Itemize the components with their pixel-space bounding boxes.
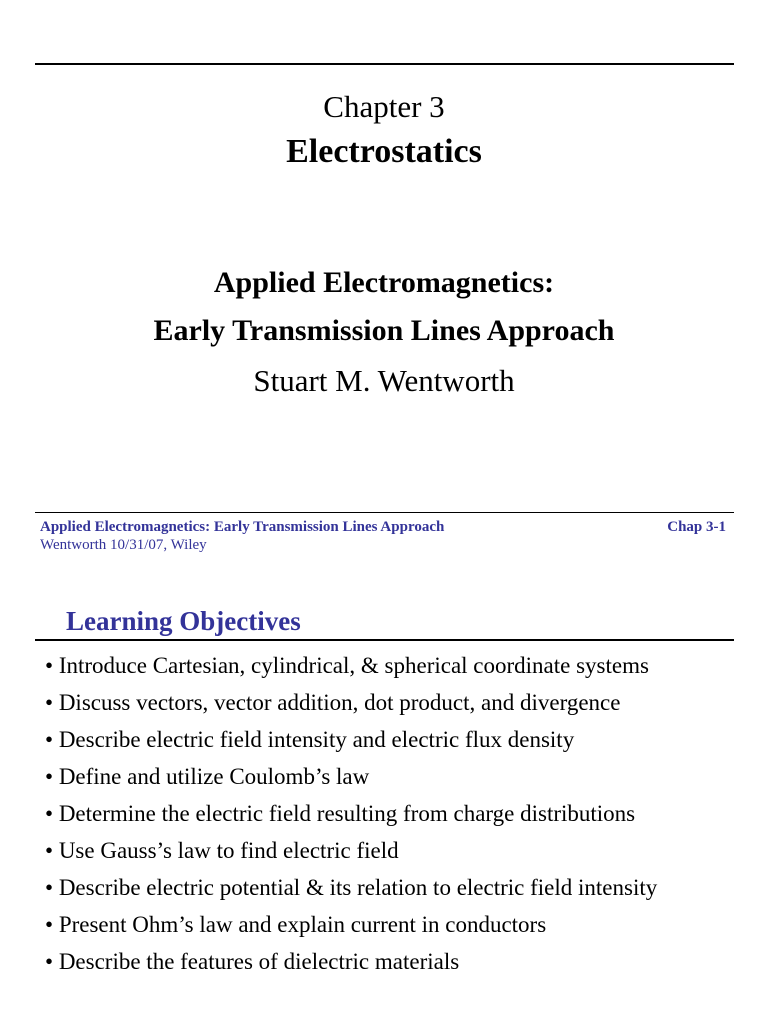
top-divider	[35, 63, 734, 65]
objective-text: Introduce Cartesian, cylindrical, & spherical coordinate systems	[58, 653, 649, 678]
bullet-icon: •	[45, 949, 54, 974]
list-item	[45, 946, 735, 977]
slide-footer	[40, 518, 444, 554]
bullet-icon: •	[45, 764, 54, 789]
objective-text: Discuss vectors, vector addition, dot product, and divergence	[58, 690, 621, 715]
objectives-list	[45, 650, 735, 983]
heading-divider	[35, 639, 734, 641]
chapter-label: Chapter 3	[323, 89, 445, 124]
bullet-icon: •	[45, 690, 54, 715]
list-item	[45, 687, 735, 718]
bullet-icon: •	[45, 801, 54, 826]
list-item	[45, 761, 735, 792]
objective-text: Describe electric potential & its relation to electric field intensity	[58, 875, 658, 900]
list-item	[45, 724, 735, 755]
section-heading: Learning Objectives	[66, 606, 301, 636]
footer-book-title: Applied Electromagnetics: Early Transmission Lines Approach	[40, 519, 445, 535]
list-item	[45, 872, 735, 903]
objective-text: Describe electric field intensity and electric flux density	[58, 727, 575, 752]
book-title-line1: Applied Electromagnetics:	[213, 266, 555, 299]
bullet-icon: •	[45, 875, 54, 900]
objective-text: Define and utilize Coulomb’s law	[58, 764, 370, 789]
bullet-icon: •	[45, 653, 54, 678]
objective-text: Use Gauss’s law to find electric field	[58, 838, 399, 863]
bullet-icon: •	[45, 838, 54, 863]
bullet-icon: •	[45, 727, 54, 752]
list-item	[45, 798, 735, 829]
book-title-line2: Early Transmission Lines Approach	[153, 314, 615, 347]
chapter-title: Electrostatics	[286, 133, 482, 170]
footer-divider	[35, 512, 734, 513]
bullet-icon: •	[45, 912, 54, 937]
objective-text: Describe the features of dielectric materials	[58, 949, 460, 974]
objective-text: Determine the electric field resulting from charge distributions	[58, 801, 636, 826]
objective-text: Present Ohm’s law and explain current in conductors	[58, 912, 547, 937]
list-item	[45, 650, 735, 681]
author-name: Stuart M. Wentworth	[253, 363, 515, 398]
list-item	[45, 909, 735, 940]
slide-number: Chap 3-1	[667, 519, 726, 535]
list-item	[45, 835, 735, 866]
footer-publisher: Wentworth 10/31/07, Wiley	[40, 537, 207, 553]
